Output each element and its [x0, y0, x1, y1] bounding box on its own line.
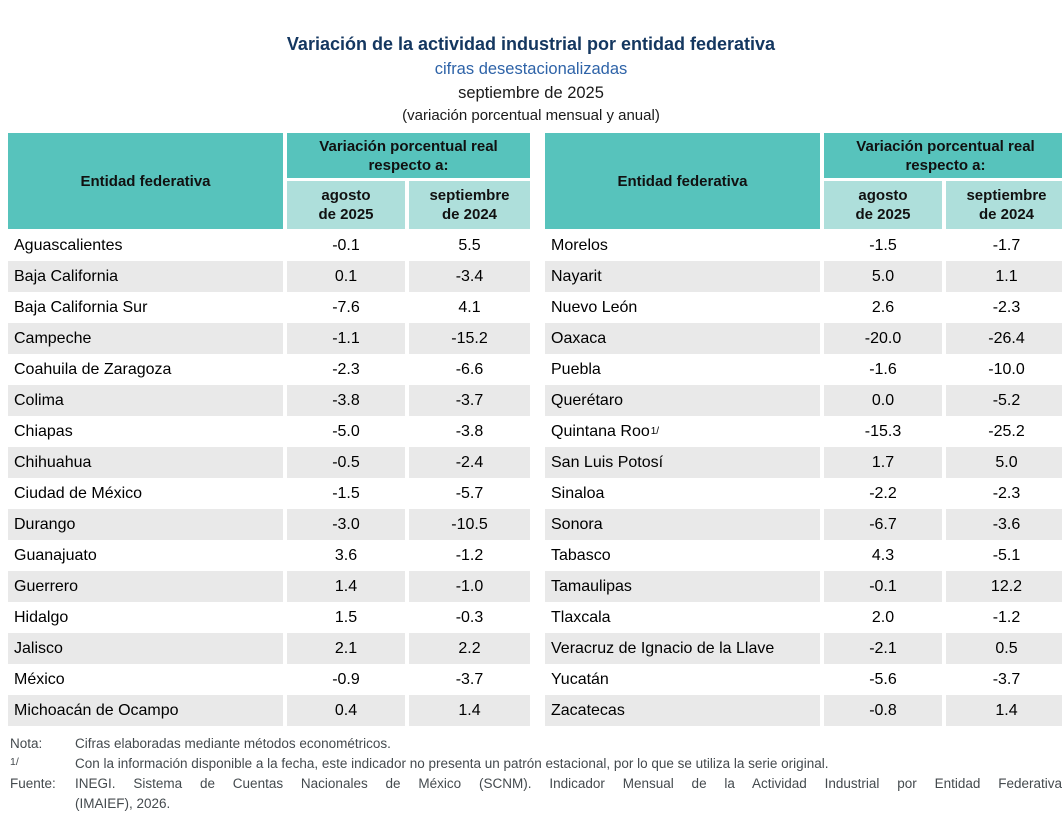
value-vs-prev-month: -1.5: [824, 230, 942, 261]
value-vs-prev-month: -3.8: [287, 385, 405, 416]
footnote-label: Nota:: [10, 736, 43, 751]
table-row: [545, 292, 1062, 323]
entity-name: Ciudad de México: [8, 478, 283, 509]
value-vs-prev-year: -2.4: [409, 447, 530, 478]
column-header-entity: Entidad federativa: [545, 133, 820, 229]
value-vs-prev-month: -0.9: [287, 664, 405, 695]
table-row: [8, 416, 530, 447]
value-vs-prev-year: -5.7: [409, 478, 530, 509]
column-header-year-line2: de 2024: [978, 206, 1035, 223]
value-vs-prev-month: -2.3: [287, 354, 405, 385]
column-header-group: Variación porcentual real respecto a:: [287, 133, 530, 178]
value-vs-prev-month: -7.6: [287, 292, 405, 323]
entity-name: Baja California: [8, 261, 283, 292]
entity-name: San Luis Potosí: [545, 447, 820, 478]
page-subtitle: cifras desestacionalizadas: [434, 60, 628, 78]
column-header-year: [409, 181, 530, 229]
entity-name: Yucatán: [545, 664, 820, 695]
entity-name: Tamaulipas: [545, 571, 820, 602]
table-row: [8, 664, 530, 695]
table-left-body: [8, 230, 530, 726]
entity-name: Morelos: [545, 230, 820, 261]
value-vs-prev-month: -2.1: [824, 633, 942, 664]
entity-name: Puebla: [545, 354, 820, 385]
value-vs-prev-year: -25.2: [946, 416, 1062, 447]
entity-name: Quintana Roo 1/: [545, 416, 820, 447]
entity-name: Nayarit: [545, 261, 820, 292]
table-row: [545, 540, 1062, 571]
table-row: [545, 230, 1062, 261]
value-vs-prev-year: 5.0: [946, 447, 1062, 478]
value-vs-prev-month: -0.5: [287, 447, 405, 478]
value-vs-prev-year: -10.0: [946, 354, 1062, 385]
table-row: [545, 633, 1062, 664]
table-row: [545, 354, 1062, 385]
column-header-month-line2: de 2025: [318, 206, 374, 223]
value-vs-prev-year: -15.2: [409, 323, 530, 354]
value-vs-prev-month: -15.3: [824, 416, 942, 447]
table-row: [8, 695, 530, 726]
entity-name: Campeche: [8, 323, 283, 354]
value-vs-prev-year: 0.5: [946, 633, 1062, 664]
value-vs-prev-year: -6.6: [409, 354, 530, 385]
value-vs-prev-month: 0.0: [824, 385, 942, 416]
footnote-1: [10, 754, 1062, 774]
value-vs-prev-year: -5.2: [946, 385, 1062, 416]
value-vs-prev-year: 12.2: [946, 571, 1062, 602]
value-vs-prev-year: 1.4: [946, 695, 1062, 726]
column-header-entity: Entidad federativa: [8, 133, 283, 229]
column-header-month-line1: agosto: [858, 187, 908, 204]
table-row: [545, 416, 1062, 447]
entity-name: Oaxaca: [545, 323, 820, 354]
value-vs-prev-month: -1.5: [287, 478, 405, 509]
value-vs-prev-year: -3.7: [409, 385, 530, 416]
table-row: [8, 633, 530, 664]
entity-name: México: [8, 664, 283, 695]
value-vs-prev-month: 3.6: [287, 540, 405, 571]
value-vs-prev-year: 4.1: [409, 292, 530, 323]
table-row: [8, 354, 530, 385]
entity-name: Chihuahua: [8, 447, 283, 478]
page-title: Variación de la actividad industrial por entidad federativa: [286, 34, 776, 54]
entity-name: Guerrero: [8, 571, 283, 602]
table-row: [545, 261, 1062, 292]
value-vs-prev-year: -1.2: [946, 602, 1062, 633]
value-vs-prev-year: -5.1: [946, 540, 1062, 571]
value-vs-prev-month: 1.7: [824, 447, 942, 478]
value-vs-prev-year: -2.3: [946, 478, 1062, 509]
value-vs-prev-month: -0.1: [287, 230, 405, 261]
value-vs-prev-year: -10.5: [409, 509, 530, 540]
entity-name: Veracruz de Ignacio de la Llave: [545, 633, 820, 664]
column-header-group: Variación porcentual real respecto a:: [824, 133, 1062, 178]
footnote-text: [75, 774, 1062, 814]
entity-name: Tabasco: [545, 540, 820, 571]
value-vs-prev-month: -1.6: [824, 354, 942, 385]
footnote-label: Fuente:: [10, 776, 56, 791]
value-vs-prev-month: 1.4: [287, 571, 405, 602]
value-vs-prev-year: -3.7: [946, 664, 1062, 695]
column-header-month: [824, 181, 942, 229]
table-row: [545, 447, 1062, 478]
value-vs-prev-year: -1.2: [409, 540, 530, 571]
value-vs-prev-month: -1.1: [287, 323, 405, 354]
value-vs-prev-year: -0.3: [409, 602, 530, 633]
table-row: [545, 385, 1062, 416]
footnotes-block: [10, 734, 1062, 814]
column-header-month: [287, 181, 405, 229]
value-vs-prev-year: 5.5: [409, 230, 530, 261]
value-vs-prev-year: -3.8: [409, 416, 530, 447]
table-row: [8, 385, 530, 416]
table-row: [8, 602, 530, 633]
table-row: [545, 664, 1062, 695]
entity-name: Hidalgo: [8, 602, 283, 633]
column-header-year-line2: de 2024: [441, 206, 498, 223]
value-vs-prev-year: -26.4: [946, 323, 1062, 354]
table-right: [545, 133, 1062, 726]
value-vs-prev-month: -0.8: [824, 695, 942, 726]
value-vs-prev-year: -3.4: [409, 261, 530, 292]
value-vs-prev-month: 5.0: [824, 261, 942, 292]
column-header-month-line1: agosto: [321, 187, 371, 204]
footnote-fuente: [10, 774, 1062, 814]
value-vs-prev-month: 0.1: [287, 261, 405, 292]
entity-name: Michoacán de Ocampo: [8, 695, 283, 726]
source-line-2: (IMAIEF), 2026.: [75, 796, 171, 811]
table-row: [8, 540, 530, 571]
value-vs-prev-year: 2.2: [409, 633, 530, 664]
table-left-header: [8, 133, 530, 229]
value-vs-prev-month: -0.1: [824, 571, 942, 602]
value-vs-prev-month: 0.4: [287, 695, 405, 726]
value-vs-prev-year: -1.0: [409, 571, 530, 602]
column-header-year-line1: septiembre: [966, 187, 1047, 204]
value-vs-prev-month: 1.5: [287, 602, 405, 633]
table-right-header: [545, 133, 1062, 229]
entity-name: Querétaro: [545, 385, 820, 416]
table-row: [545, 602, 1062, 633]
value-vs-prev-month: -3.0: [287, 509, 405, 540]
entity-name: Sinaloa: [545, 478, 820, 509]
entity-name: Durango: [8, 509, 283, 540]
value-vs-prev-month: -2.2: [824, 478, 942, 509]
table-left: [8, 133, 530, 726]
entity-name: Guanajuato: [8, 540, 283, 571]
table-row: [545, 323, 1062, 354]
value-vs-prev-month: 2.6: [824, 292, 942, 323]
entity-name: Chiapas: [8, 416, 283, 447]
footnote-nota: [10, 734, 1062, 754]
value-vs-prev-year: -3.7: [409, 664, 530, 695]
column-header-month-line2: de 2025: [855, 206, 911, 223]
value-vs-prev-month: -5.6: [824, 664, 942, 695]
entity-name: Baja California Sur: [8, 292, 283, 323]
table-row: [545, 571, 1062, 602]
value-vs-prev-year: 1.1: [946, 261, 1062, 292]
column-header-year: [946, 181, 1062, 229]
entity-name: Zacatecas: [545, 695, 820, 726]
table-row: [545, 478, 1062, 509]
table-row: [8, 478, 530, 509]
value-vs-prev-year: -3.6: [946, 509, 1062, 540]
entity-name: Tlaxcala: [545, 602, 820, 633]
table-row: [8, 323, 530, 354]
table-right-body: [545, 230, 1062, 726]
value-vs-prev-month: -5.0: [287, 416, 405, 447]
entity-name: Sonora: [545, 509, 820, 540]
value-vs-prev-month: -6.7: [824, 509, 942, 540]
value-vs-prev-month: -20.0: [824, 323, 942, 354]
value-vs-prev-year: -1.7: [946, 230, 1062, 261]
table-row: [8, 447, 530, 478]
tables-container: [8, 133, 1062, 726]
table-row: [8, 261, 530, 292]
value-vs-prev-year: 1.4: [409, 695, 530, 726]
table-row: [8, 230, 530, 261]
table-row: [545, 509, 1062, 540]
entity-name: Aguascalientes: [8, 230, 283, 261]
table-row: [545, 695, 1062, 726]
table-row: [8, 571, 530, 602]
value-vs-prev-month: 2.1: [287, 633, 405, 664]
column-header-year-line1: septiembre: [429, 187, 510, 204]
reference-period: septiembre de 2025: [458, 84, 604, 102]
entity-name: Colima: [8, 385, 283, 416]
entity-name: Coahuila de Zaragoza: [8, 354, 283, 385]
entity-name: Jalisco: [8, 633, 283, 664]
entity-name: Nuevo León: [545, 292, 820, 323]
title-block: [0, 32, 1062, 126]
table-row: [8, 292, 530, 323]
table-row: [8, 509, 530, 540]
footnote-text: Con la información disponible a la fecha, este indicador no presenta un patrón estacional, por lo que se utiliza la serie original.: [75, 756, 829, 771]
footnote-text: Cifras elaboradas mediante métodos econométricos.: [75, 736, 391, 751]
footnote-label: 1/: [10, 756, 19, 768]
value-vs-prev-month: 2.0: [824, 602, 942, 633]
value-vs-prev-month: 4.3: [824, 540, 942, 571]
measure-note: (variación porcentual mensual y anual): [402, 107, 660, 124]
value-vs-prev-year: -2.3: [946, 292, 1062, 323]
source-line-1: INEGI. Sistema de Cuentas Nacionales de México (SCNM). Indicador Mensual de la Actividad Industrial por Entidad Federativa: [75, 776, 1062, 791]
